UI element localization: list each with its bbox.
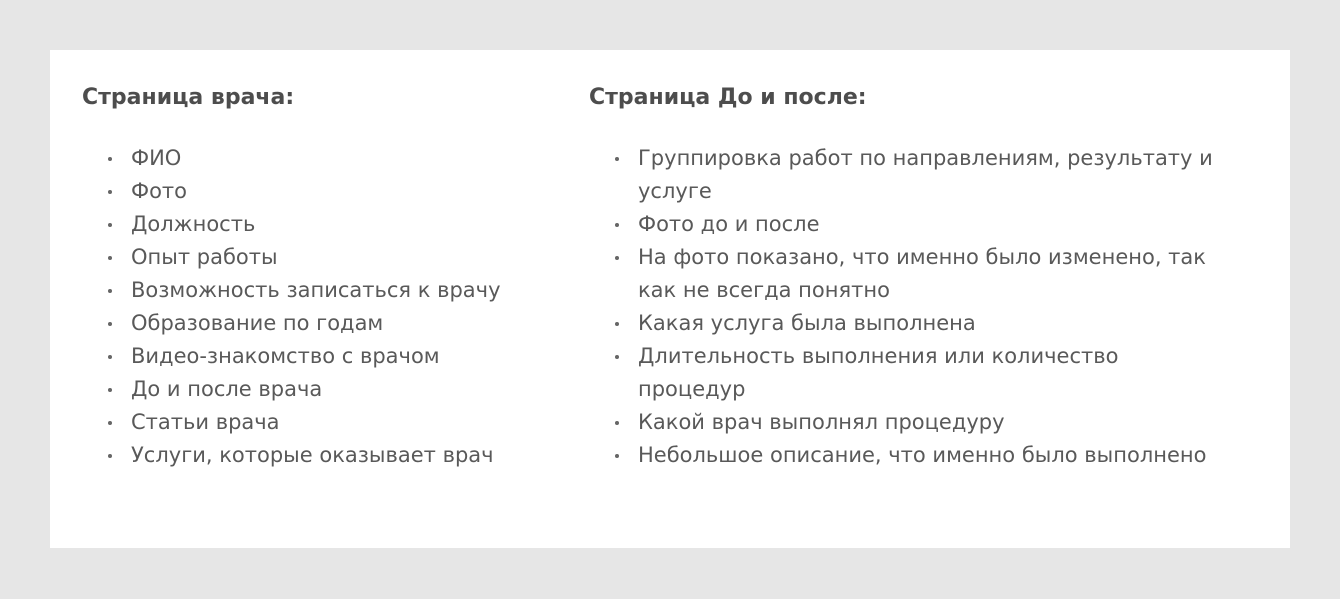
list-item: Опыт работы xyxy=(108,241,506,274)
list-item: Фото до и после xyxy=(615,208,1223,241)
list-item: Какой врач выполнял процедуру xyxy=(615,406,1223,439)
list-item: Видео-знакомство с врачом xyxy=(108,340,506,373)
doctor-page-list xyxy=(108,142,552,472)
content-card xyxy=(50,50,1290,548)
list-item: Образование по годам xyxy=(108,307,506,340)
list-item: На фото показано, что именно было изменено, так как не всегда понятно xyxy=(615,241,1223,307)
list-item: Возможность записаться к врачу xyxy=(108,274,506,307)
list-item: До и после врача xyxy=(108,373,506,406)
before-after-page-list xyxy=(615,142,1229,472)
list-item: Группировка работ по направлениям, результату и услуге xyxy=(615,142,1223,208)
list-item: Небольшое описание, что именно было выполнено xyxy=(615,439,1223,472)
doctor-page-title: Страница врача: xyxy=(82,85,295,110)
list-item: Длительность выполнения или количество процедур xyxy=(615,340,1223,406)
before-after-page-column xyxy=(589,83,1229,467)
list-item: Статьи врача xyxy=(108,406,506,439)
doctor-page-column xyxy=(82,83,552,467)
list-item: Должность xyxy=(108,208,506,241)
before-after-page-title: Страница До и после: xyxy=(589,85,867,110)
list-item: Фото xyxy=(108,175,506,208)
list-item: ФИО xyxy=(108,142,506,175)
list-item: Какая услуга была выполнена xyxy=(615,307,1223,340)
list-item: Услуги, которые оказывает врач xyxy=(108,439,506,472)
